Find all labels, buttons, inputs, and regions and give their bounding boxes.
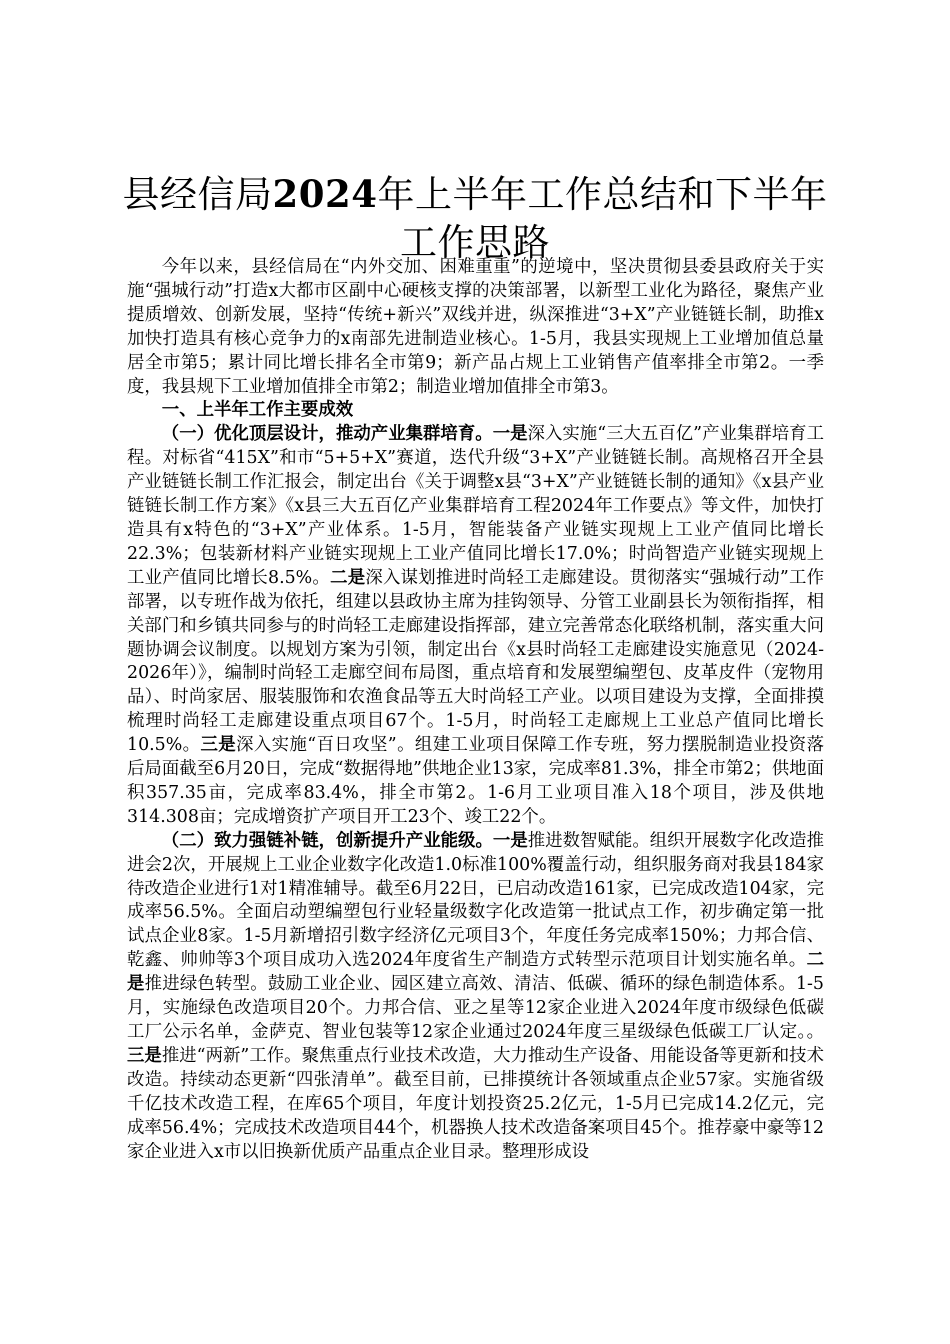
subsection-1-point1-text: 深入实施“三大五百亿”产业集群培育工程。对标省“415X”和市“5+5+X”赛道，迭代升级“3+X”产业链链长制。高规格召开全县产业链链长制工作汇报会，制定出台《关于调整x县“3+X”产业链链长制的通知》《x县产业链链长制工作方案》《x县三大五百亿产业集群培育工程2024年工作要点》等文件，加快打造具有x特色的“3+X”产业体系。1-5月，智能装备产业链实现规上工业产值同比增长22.3%；包装新材料产业链实现规上工业产值同比增长17.0%；时尚智造产业链实现规上工业产值同比增长8.5%。 xyxy=(127,424,824,588)
subsection-2-point1-label: 一是 xyxy=(492,830,528,851)
intro-paragraph: 今年以来，县经信局在“内外交加、困难重重”的逆境中，坚决贯彻县委县政府关于实施“强城行动”打造x大都市区副中心硬核支撑的决策部署，以新型工业化为路径，聚焦产业提质增效、创新发展，坚持“传统+新兴”双线并进，纵深推进“3+X”产业链链长制，助推x加快打造具有核心竞争力的x南部先进制造业核心。1-5月，我县实现规上工业增加值总量居全市第5；累计同比增长排名全市第9；新产品占规上工业销售产值率排全市第2。一季度，我县规下工业增加值排全市第2；制造业增加值排全市第3。 xyxy=(127,257,824,397)
subsection-2-point3-text: 推进“两新”工作。聚焦重点行业技术改造，大力推动生产设备、用能设备等更新和技术改造。持续动态更新“四张清单”。截至目前，已排摸统计各领域重点企业57家。实施省级千亿技术改造工程，在库65个项目，年度计划投资25.2亿元，1-5月已完成14.2亿元，完成率56.4%；完成技术改造项目44个，机器换人技术改造备案项目45个。推荐豪中豪等12家企业进入x市以旧换新优质产品重点企业目录。整理形成设 xyxy=(127,1045,824,1162)
document-title xyxy=(120,170,830,267)
subsection-1-lead: （一）优化顶层设计，推动产业集群培育。 xyxy=(161,424,493,445)
subsection-2-lead: （二）致力强链补链，创新提升产业能级。 xyxy=(161,830,493,851)
subsection-2-point3-label: 三是 xyxy=(127,1045,162,1066)
title-year: 2024 xyxy=(272,172,378,216)
title-part2: 年上半年工作总结和下半年工作思路 xyxy=(377,173,828,264)
subsection-1-point1-label: 一是 xyxy=(492,424,528,445)
subsection-1-point2-text: 深入谋划推进时尚轻工走廊建设。贯彻落实“强城行动”工作部署，以专班作战为依托，组建以县政协主席为挂钩领导、分管工业副县长为领衔指挥，相关部门和乡镇共同参与的时尚轻工走廊建设指挥部，建立完善常态化联络机制，落实重大问题协调会议制度。以规划方案为引领，制定出台《x县时尚轻工走廊建设实施意见（2024-2026年）》，编制时尚轻工走廊空间布局图，重点培育和发展塑编塑包、皮革皮件（宠物用品）、时尚家居、服装服饰和农渔食品等五大时尚轻工产业。以项目建设为支撑，全面排摸梳理时尚轻工走廊建设重点项目67个。1-5月，时尚轻工走廊规上工业总产值同比增长10.5%。 xyxy=(127,567,824,756)
subsection-2-paragraph xyxy=(127,830,824,1165)
section-heading-1: 一、上半年工作主要成效 xyxy=(161,400,354,421)
subsection-2-point2-text: 推进绿色转型。鼓励工业企业、园区建立高效、清洁、低碳、循环的绿色制造体系。1-5月，实施绿色改造项目20个。力邦合信、亚之星等12家企业进入2024年度市级绿色低碳工厂公示名单，金萨克、智业包装等12家企业通过2024年度三星级绿色低碳工厂认定。。 xyxy=(127,974,824,1042)
subsection-1-point3-text: 深入实施“百日攻坚”。组建工业项目保障工作专班，努力摆脱制造业投资落后局面截至6月20日，完成“数据得地”供地企业13家，完成率81.3%，排全市第2；供地面积357.35亩，完成率83.4%，排全市第2。1-6月工业项目准入18个项目，涉及供地314.308亩；完成增资扩产项目开工23个、竣工22个。 xyxy=(127,735,824,827)
title-part1: 县经信局 xyxy=(122,173,273,216)
subsection-1-paragraph xyxy=(127,423,824,829)
subsection-2-point2-label: 二是 xyxy=(127,950,824,995)
document-body xyxy=(127,256,824,1164)
subsection-2-point1-text: 推进数智赋能。组织开展数字化改造推进会2次，开展规上工业企业数字化改造1.0标准100%覆盖行动，组织服务商对我县184家待改造企业进行1对1精准辅导。截至6月22日，已启动改造161家，已完成改造104家，完成率56.5%。全面启动塑编塑包行业轻量级数字化改造第一批试点工作，初步确定第一批试点企业8家。1-5月新增招引数字经济亿元项目3个，年度任务完成率150%；力邦合信、乾鑫、帅帅等3个项目成功入选2024年度省生产制造方式转型示范项目计划实施名单。 xyxy=(127,830,824,971)
subsection-1-point3-label: 三是 xyxy=(200,735,237,756)
subsection-1-point2-label: 二是 xyxy=(330,567,366,588)
